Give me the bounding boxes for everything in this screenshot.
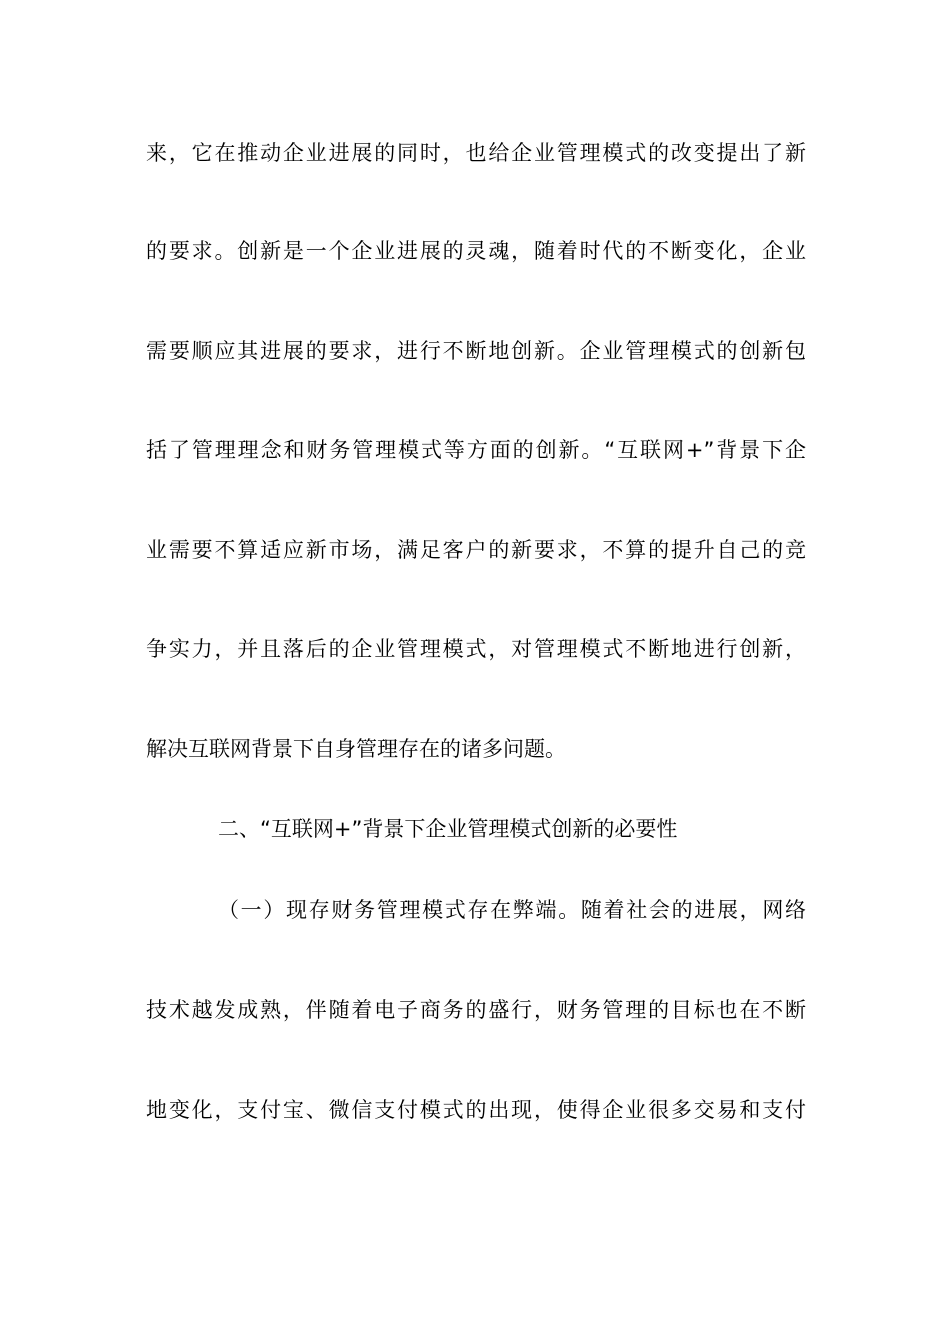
paragraph-1-line-7: 解决互联网背景下自身管理存在的诸多问题。: [146, 737, 566, 761]
paragraph-2-line-2: 技术越发成熟，伴随着电子商务的盛行，财务管理的目标也在不断: [146, 998, 806, 1022]
paragraph-1-line-4: 括了管理理念和财务管理模式等方面的创新。“互联网+”背景下企: [146, 438, 806, 462]
section-heading: 二、“互联网+”背景下企业管理模式创新的必要性: [218, 817, 678, 841]
paragraph-1-line-3: 需要顺应其进展的要求，进行不断地创新。企业管理模式的创新包: [146, 339, 806, 363]
paragraph-1-line-2: 的要求。创新是一个企业进展的灵魂，随着时代的不断变化，企业: [146, 239, 806, 263]
paragraph-1-line-5: 业需要不算适应新市场，满足客户的新要求，不算的提升自己的竞: [146, 538, 806, 562]
paragraph-1-line-6: 争实力，并且落后的企业管理模式，对管理模式不断地进行创新，: [146, 637, 806, 661]
paragraph-1-line-1: 来，它在推动企业进展的同时，也给企业管理模式的改变提出了新: [146, 141, 806, 165]
paragraph-2-first-line: （一）现存财务管理模式存在弊端。随着社会的进展，网络: [218, 898, 806, 922]
paragraph-2-line-3: 地变化，支付宝、微信支付模式的出现，使得企业很多交易和支付: [146, 1098, 806, 1122]
